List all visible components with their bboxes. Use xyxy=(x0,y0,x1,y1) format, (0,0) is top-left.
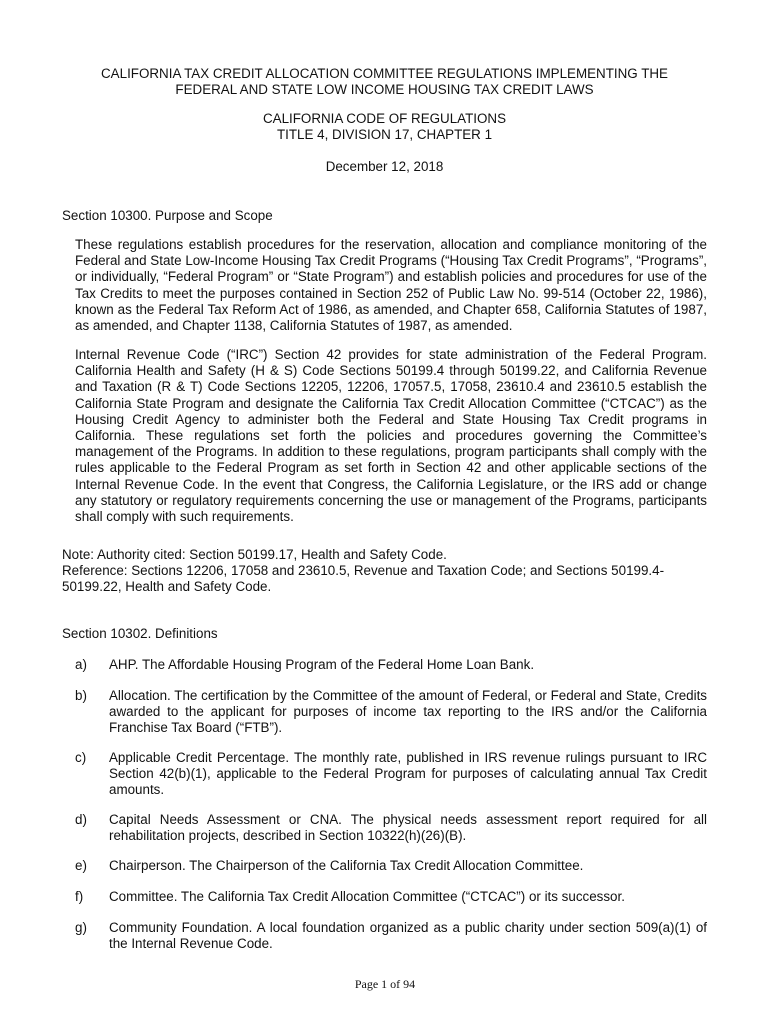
section-10300-paragraph-1: These regulations establish procedures for the reservation, allocation and compliance monitoring of the Federal and State Low-Income Housing Tax Credit Programs (“Housing Tax Credit Programs”, “Programs”, or individually, “Federal Program” or “State Program”) and establish policies and procedures for use of the Tax Credits to meet the purposes contained in Section 252 of Public Law No. 99-514 (October 22, 1986), known as the Federal Tax Reform Act of 1986, as amended, and Chapter 658, California Statutes of 1987, as amended, and Chapter 1138, California Statutes of 1987, as amended. xyxy=(75,237,707,334)
page-number: Page 1 of 94 xyxy=(354,977,416,991)
definition-letter: e) xyxy=(75,858,87,873)
section-10300-paragraph-2: Internal Revenue Code (“IRC”) Section 42 provides for state administration of the Federal Program. California Health and Safety (H & S) Code Sections 50199.4 through 50199.22, and California Revenue and Taxation (R & T) Code Sections 12205, 12206, 17057.5, 17058, 23610.4 and 23610.5 establish the California State Program and designate the California Tax Credit Allocation Committee (“CTCAC”) as the Housing Credit Agency to administer both the Federal and State Housing Tax Credit programs in California. These regulations set forth the policies and procedures governing the Committee’s management of the Programs. In addition to these regulations, program participants shall comply with the rules applicable to the Federal Program as set forth in Section 42 and other applicable sections of the Internal Revenue Code. In the event that Congress, the California Legislature, or the IRS add or change any statutory or regulatory requirements concerning the use or management of the Programs, participants shall comply with such requirements. xyxy=(75,347,707,525)
section-10300-heading: Section 10300. Purpose and Scope xyxy=(62,208,273,223)
definition-text: Chairperson. The Chairperson of the California Tax Credit Allocation Committee. xyxy=(109,858,584,873)
definition-text: AHP. The Affordable Housing Program of the Federal Home Loan Bank. xyxy=(109,657,535,672)
title-line-2: FEDERAL AND STATE LOW INCOME HOUSING TAX CREDIT LAWS xyxy=(175,82,594,98)
section-10302-heading: Section 10302. Definitions xyxy=(62,626,218,641)
note-reference: Reference: Sections 12206, 17058 and 23610.5, Revenue and Taxation Code; and Sections 50199.4-50199.22, Health and Safety Code. xyxy=(62,563,665,595)
definition-text: Allocation. The certification by the Committee of the amount of Federal, or Federal and State, Credits awarded to the applicant for purposes of income tax reporting to the IRS and/or the California Franchise Tax Board (“FTB”). xyxy=(109,688,707,736)
code-reference xyxy=(62,111,707,143)
document-date: December 12, 2018 xyxy=(325,159,444,174)
authority-note xyxy=(62,547,707,596)
code-line-2: TITLE 4, DIVISION 17, CHAPTER 1 xyxy=(276,127,493,143)
definition-letter: f) xyxy=(75,889,84,904)
definition-text: Community Foundation. A local foundation organized as a public charity under section 509(a)(1) of the Internal Revenue Code. xyxy=(109,920,707,952)
definition-letter: a) xyxy=(75,657,87,672)
definition-text: Committee. The California Tax Credit Allocation Committee (“CTCAC”) or its successor. xyxy=(109,889,625,904)
definition-letter: d) xyxy=(75,812,87,827)
definition-letter: g) xyxy=(75,920,87,935)
document-title xyxy=(62,66,707,98)
definition-letter: b) xyxy=(75,688,87,703)
definition-text: Capital Needs Assessment or CNA. The physical needs assessment report required for all rehabilitation projects, described in Section 10322(h)(26)(B). xyxy=(109,812,707,844)
code-line-1: CALIFORNIA CODE OF REGULATIONS xyxy=(262,111,507,126)
definition-letter: c) xyxy=(75,750,87,765)
definition-text: Applicable Credit Percentage. The monthly rate, published in IRS revenue rulings pursuant to IRC Section 42(b)(1), applicable to the Federal Program for purposes of calculating annual Tax Credit amounts. xyxy=(109,750,707,798)
title-line-1: CALIFORNIA TAX CREDIT ALLOCATION COMMITTEE REGULATIONS IMPLEMENTING THE xyxy=(101,66,668,81)
note-authority: Note: Authority cited: Section 50199.17, Health and Safety Code. xyxy=(62,547,447,562)
